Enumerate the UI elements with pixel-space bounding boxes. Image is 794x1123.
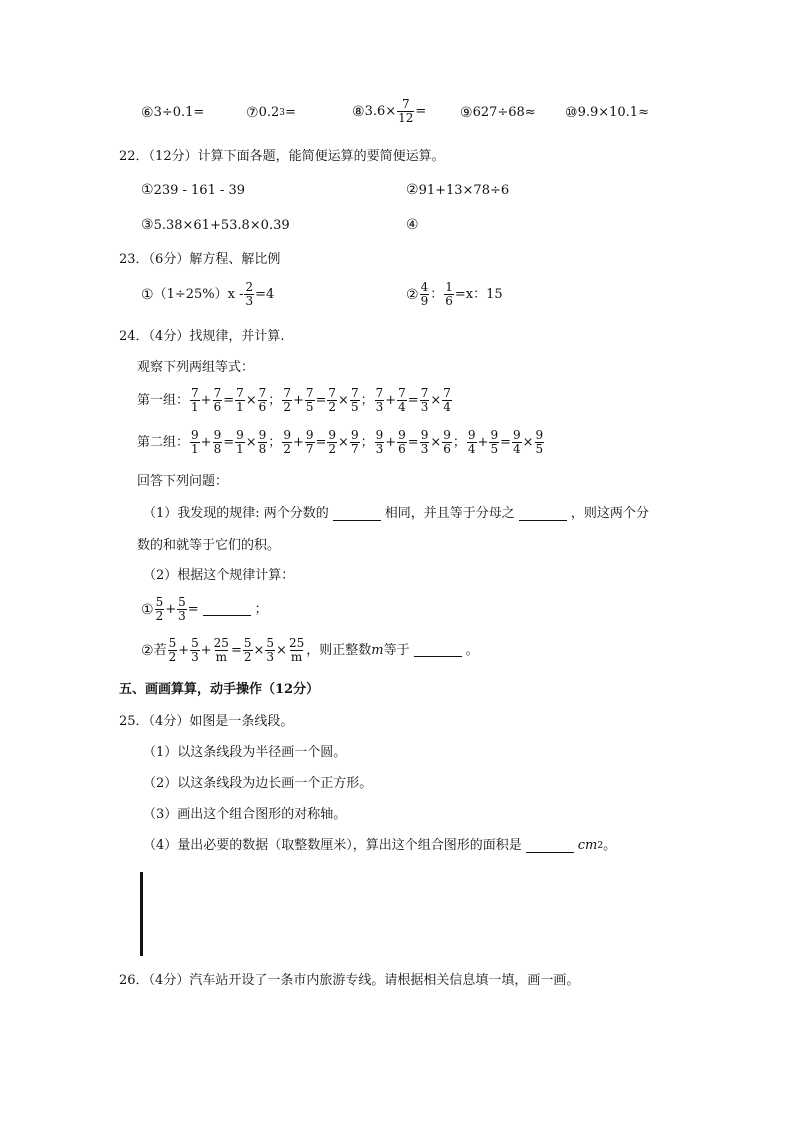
fraction: $\frac{7}{6}$: [213, 386, 222, 414]
q24-group2: [137, 429, 545, 456]
q24-part1: （1）我发现的规律: 两个分数的 相同，并且等于分母之 ，则这两个分: [143, 506, 649, 521]
operator: ×: [338, 434, 349, 450]
operator: =: [315, 392, 327, 408]
q24-answer-prompt: 回答下列问题：: [137, 474, 229, 489]
equals: =: [415, 103, 427, 119]
q25-line1: （1）以这条线段为半径画一个圆。: [143, 745, 347, 760]
answer-blank[interactable]: [519, 508, 567, 521]
item-number: ⑥: [141, 105, 154, 121]
q22-title: 22．（12分）计算下面各题，能简便运算的要简便运算。: [119, 149, 445, 164]
q21-item9: [460, 104, 536, 122]
equals: =: [284, 105, 296, 120]
q21-item7: [246, 104, 296, 122]
q21-item6: [141, 104, 204, 122]
fraction: $\frac{5}{3}$: [178, 595, 186, 623]
fraction: $\frac{9}{7}$: [305, 428, 314, 456]
operator: +: [292, 392, 304, 408]
expression: 3.6×: [364, 103, 397, 119]
operator: +: [385, 392, 397, 408]
q26-title: 26．（4分）汽车站开设了一条市内旅游专线。请根据相关信息填一填，画一画。: [119, 973, 580, 988]
item-number: ⑧: [352, 103, 365, 120]
fraction: $\frac{9}{8}$: [258, 428, 267, 456]
q22-item2: ②91+13×78÷6: [406, 182, 510, 198]
operator: +: [200, 434, 212, 450]
fraction: $\frac{9}{6}$: [443, 428, 451, 456]
fraction: $\frac{9}{7}$: [350, 428, 359, 456]
expression: 627÷68≈: [472, 105, 536, 120]
answer-blank[interactable]: [333, 508, 381, 521]
q25-line2: （2）以这条线段为边长画一个正方形。: [143, 776, 373, 791]
fraction: $\frac{7}{3}$: [375, 386, 384, 414]
operator: ×: [522, 434, 534, 450]
fraction: $\frac{9}{1}$: [191, 428, 199, 456]
operator: +: [477, 434, 489, 450]
q23-item1: ① （1÷25%）x - $\frac{2}{3}$ =4: [141, 280, 275, 308]
expression: 0.2: [258, 105, 280, 120]
fraction: $\frac{9}{3}$: [375, 428, 384, 456]
fraction: $\frac{5}{2}$: [155, 595, 164, 623]
fraction: $\frac{9}{3}$: [420, 428, 429, 456]
operator: =: [500, 434, 511, 450]
fraction: $\frac{7}{12}$: [398, 97, 414, 125]
expression: 3÷0.1=: [153, 105, 205, 120]
q22-item4: ④: [406, 217, 419, 233]
answer-blank[interactable]: [414, 644, 462, 657]
group1-label: 第一组：: [137, 392, 190, 408]
operator: ；: [268, 392, 282, 408]
q25-line3: （3）画出这个组合图形的对称轴。: [143, 807, 347, 822]
line-segment: [140, 872, 143, 956]
fraction: $\frac{7}{1}$: [236, 386, 244, 414]
q24-calc2: ② 若 $\frac{5}{2}$ + $\frac{5}{3}$ + $\frac{25}{m}$ = $\frac{5}{2}$ × $\frac{5}{3}$ × $\frac{25}{m}$ ，则正整数 m 等于 。: [141, 636, 479, 664]
q21-item10: [565, 104, 649, 122]
fraction: $\frac{7}{4}$: [398, 386, 406, 414]
answer-blank[interactable]: [203, 603, 251, 616]
q23-item2: ② $\frac{4}{9}$ ： $\frac{1}{6}$ =x：15: [406, 280, 503, 308]
operator: =: [223, 392, 235, 408]
fraction: $\frac{7}{6}$: [258, 386, 267, 414]
operator: =: [315, 434, 327, 450]
operator: +: [292, 434, 304, 450]
operator: +: [385, 434, 397, 450]
q25-line4: （4）量出必要的数据（取整数厘米），算出这个组合图形的面积是 cm 2 。: [143, 838, 617, 853]
group1-equations: [189, 387, 453, 414]
q24-group1: [137, 387, 453, 414]
fraction: $\frac{5}{2}$: [168, 636, 177, 664]
operator: ×: [245, 392, 257, 408]
fraction: $\frac{7}{2}$: [283, 386, 291, 414]
fraction: $\frac{7}{4}$: [443, 386, 451, 414]
q24-title: 24．（4分）找规律，并计算.: [119, 329, 285, 344]
operator: =: [407, 392, 419, 408]
q24-calc1: ① $\frac{5}{2}$ + $\frac{5}{3}$ = ；: [141, 595, 268, 623]
item-number: ⑦: [246, 105, 259, 121]
expression: 9.9×10.1≈: [577, 105, 649, 120]
operator: ×: [430, 392, 442, 408]
item-number: ⑩: [565, 105, 578, 121]
answer-blank[interactable]: [526, 840, 574, 853]
q23-title: 23．（6分）解方程、解比例: [119, 252, 281, 267]
q24-part1-cont: 数的和就等于它们的积。: [137, 538, 281, 553]
fraction: $\frac{1}{6}$: [445, 280, 453, 308]
fraction: $\frac{7}{1}$: [191, 386, 199, 414]
operator: =: [407, 434, 419, 450]
item-number: ⑨: [460, 105, 473, 121]
exponent: 3: [279, 108, 285, 118]
fraction: $\frac{25}{m}$: [213, 636, 229, 664]
group2-label: 第二组：: [137, 434, 190, 450]
operator: ×: [338, 392, 349, 408]
operator: ；: [360, 434, 374, 450]
fraction: $\frac{9}{4}$: [467, 428, 476, 456]
section-title: 五、画画算算，动手操作（12分）: [119, 682, 320, 697]
group2-equations: [189, 429, 545, 456]
fraction: $\frac{9}{2}$: [328, 428, 337, 456]
q24-observe: 观察下列两组等式：: [137, 360, 255, 375]
operator: ；: [268, 434, 282, 450]
fraction: $\frac{2}{3}$: [245, 280, 254, 308]
fraction: $\frac{9}{5}$: [535, 428, 544, 456]
fraction: $\frac{9}{1}$: [236, 428, 244, 456]
operator: ×: [245, 434, 257, 450]
fraction: $\frac{5}{3}$: [191, 636, 199, 664]
operator: ；: [360, 392, 374, 408]
fraction: $\frac{9}{2}$: [283, 428, 291, 456]
fraction: $\frac{7}{5}$: [305, 386, 314, 414]
q25-title: 25．（4分）如图是一条线段。: [119, 714, 294, 729]
fraction: $\frac{7}{5}$: [350, 386, 359, 414]
fraction: $\frac{9}{6}$: [398, 428, 406, 456]
q21-item8: [352, 98, 426, 125]
operator: ×: [430, 434, 442, 450]
operator: ；: [452, 434, 466, 450]
operator: +: [200, 392, 212, 408]
fraction: $\frac{5}{2}$: [243, 636, 252, 664]
fraction: $\frac{7}{2}$: [328, 386, 337, 414]
q22-item3: ③5.38×61+53.8×0.39: [141, 217, 290, 233]
fraction: $\frac{25}{m}$: [288, 636, 305, 664]
fraction: $\frac{9}{5}$: [490, 428, 499, 456]
fraction: $\frac{7}{3}$: [420, 386, 429, 414]
operator: =: [223, 434, 235, 450]
fraction: $\frac{5}{3}$: [266, 636, 275, 664]
fraction: $\frac{9}{4}$: [513, 428, 521, 456]
fraction: $\frac{9}{8}$: [213, 428, 222, 456]
fraction: $\frac{4}{9}$: [420, 280, 429, 308]
q22-item1: ①239 - 161 - 39: [141, 182, 246, 198]
q24-part2: （2）根据这个规律计算：: [143, 568, 295, 583]
